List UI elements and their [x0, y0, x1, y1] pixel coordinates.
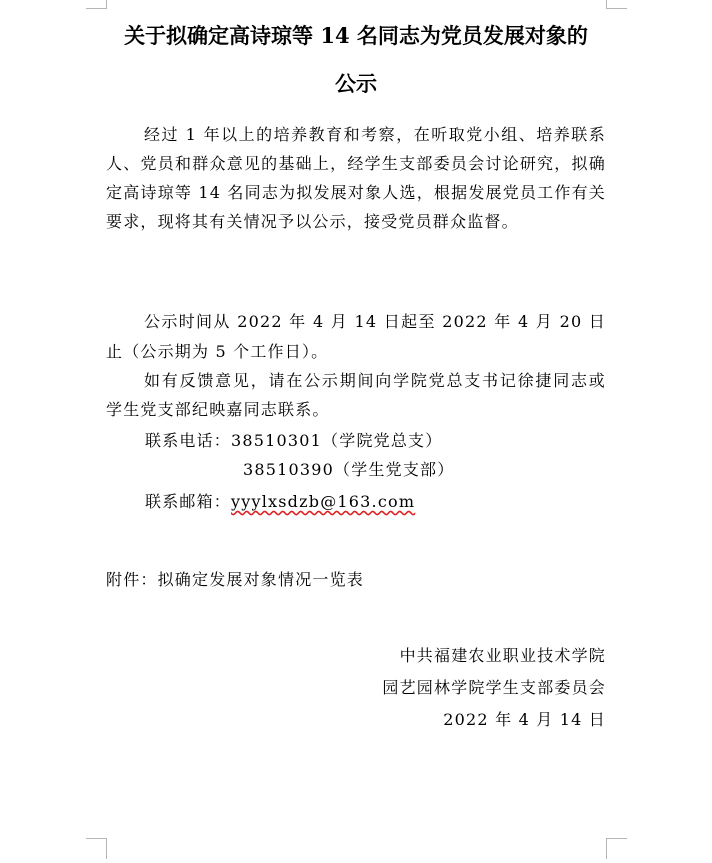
- crop-mark-bottom-left: [86, 838, 107, 859]
- phone-label: 联系电话：: [145, 431, 232, 450]
- crop-mark-bottom-right: [606, 838, 627, 859]
- signature-date: 2022 年 4 月 14 日: [443, 710, 606, 729]
- document-title-line-2: 公示: [335, 71, 377, 96]
- contact-phone-line-1: [145, 426, 442, 455]
- signature-org-2: 园艺园林学院学生支部委员会: [382, 678, 606, 697]
- paragraph-period: 公示时间从 2022 年 4 月 14 日起至 2022 年 4 月 20 日止（公示期为 5 个工作日）。: [106, 312, 606, 361]
- contact-email-line: [145, 487, 415, 516]
- paragraph-feedback: 如有反馈意见，请在公示期间向学院党总支书记徐捷同志或学生党支部纪映嘉同志联系。: [106, 371, 606, 419]
- email-label: 联系邮箱：: [145, 492, 232, 511]
- document-title-line-1: 关于拟确定高诗琼等 14 名同志为党员发展对象的: [124, 23, 588, 48]
- phone-number-2: 38510390（学生党支部）: [243, 460, 455, 479]
- contact-phone-line-2: [243, 455, 454, 484]
- crop-mark-top-left: [86, 0, 107, 9]
- email-address: yyylxsdzb@163.com: [231, 492, 416, 511]
- attachment-line: 附件：拟确定发展对象情况一览表: [106, 570, 365, 589]
- paragraph-intro: 经过 1 年以上的培养教育和考察，在听取党小组、培养联系人、党员和群众意见的基础上，经学生支部委员会讨论研究，拟确定高诗琼等 14 名同志为拟发展对象人选，根据发展党员工作有关要求，现将其有关情况予以公示，接受党员群众监督。: [106, 125, 606, 231]
- phone-number-1: 38510301（学院党总支）: [231, 431, 443, 450]
- crop-mark-top-right: [606, 0, 627, 9]
- signature-org-1: 中共福建农业职业技术学院: [399, 646, 606, 665]
